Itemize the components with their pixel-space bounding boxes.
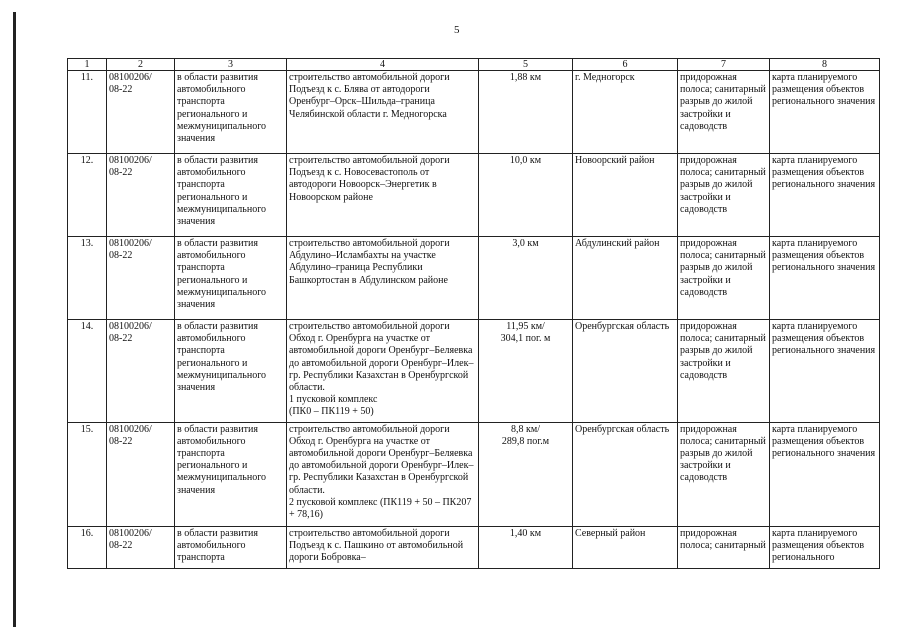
object-area: в области развития автомобильного транспорта (175, 526, 287, 568)
column-number-header-row (68, 59, 880, 71)
page-binding-line (13, 12, 16, 627)
object-location: Северный район (573, 526, 678, 568)
object-zone: придорожная полоса; санитарный разрыв до жилой застройки и садоводств (678, 237, 770, 320)
object-map: карта планируемого размещения объектов регионального значения (770, 320, 880, 423)
object-description: строительство автомобильной дороги Абдулино–Исламбахты на участке Абдулино–граница Республики Башкортостан в Абдулинском районе (287, 237, 479, 320)
object-description: строительство автомобильной дороги Подъезд к с. Пашкино от автомобильной дороги Бобровка– (287, 526, 479, 568)
object-zone: придорожная полоса; санитарный разрыв до жилой застройки и садоводств (678, 422, 770, 526)
planning-objects-table (67, 58, 880, 569)
table-row (68, 154, 880, 237)
object-length: 1,40 км (479, 526, 573, 568)
object-code: 08100206/ 08-22 (107, 422, 175, 526)
object-length: 8,8 км/ 289,8 пог.м (479, 422, 573, 526)
object-location: Оренбургская область (573, 320, 678, 423)
object-map: карта планируемого размещения объектов регионального (770, 526, 880, 568)
object-map: карта планируемого размещения объектов регионального значения (770, 154, 880, 237)
table-row (68, 320, 880, 423)
row-number: 11. (68, 71, 107, 154)
object-location: Оренбургская область (573, 422, 678, 526)
column-header: 7 (678, 59, 770, 71)
object-location: Абдулинский район (573, 237, 678, 320)
table-row (68, 71, 880, 154)
table-row (68, 526, 880, 568)
object-area: в области развития автомобильного транспорта регионального и межмуниципального значения (175, 237, 287, 320)
page-number: 5 (454, 24, 460, 36)
object-code: 08100206/ 08-22 (107, 71, 175, 154)
row-number: 15. (68, 422, 107, 526)
column-header: 5 (479, 59, 573, 71)
object-code: 08100206/ 08-22 (107, 154, 175, 237)
row-number: 14. (68, 320, 107, 423)
object-map: карта планируемого размещения объектов регионального значения (770, 237, 880, 320)
object-location: Новоорский район (573, 154, 678, 237)
object-map: карта планируемого размещения объектов регионального значения (770, 71, 880, 154)
object-code: 08100206/ 08-22 (107, 320, 175, 423)
object-map: карта планируемого размещения объектов регионального значения (770, 422, 880, 526)
row-number: 12. (68, 154, 107, 237)
object-area: в области развития автомобильного транспорта регионального и межмуниципального значения (175, 422, 287, 526)
object-description: строительство автомобильной дороги Подъезд к с. Новосевастополь от автодороги Новоорск–Энергетик в Новоорском районе (287, 154, 479, 237)
object-length: 11,95 км/ 304,1 пог. м (479, 320, 573, 423)
object-length: 1,88 км (479, 71, 573, 154)
column-header: 2 (107, 59, 175, 71)
table-row (68, 237, 880, 320)
column-header: 3 (175, 59, 287, 71)
column-header: 8 (770, 59, 880, 71)
object-code: 08100206/ 08-22 (107, 526, 175, 568)
row-number: 16. (68, 526, 107, 568)
object-area: в области развития автомобильного транспорта регионального и межмуниципального значения (175, 71, 287, 154)
object-zone: придорожная полоса; санитарный разрыв до жилой застройки и садоводств (678, 154, 770, 237)
table-row (68, 422, 880, 526)
column-header: 6 (573, 59, 678, 71)
object-location: г. Медногорск (573, 71, 678, 154)
object-area: в области развития автомобильного транспорта регионального и межмуниципального значения (175, 320, 287, 423)
column-header: 4 (287, 59, 479, 71)
object-description: строительство автомобильной дороги Подъезд к с. Блява от автодороги Оренбург–Орск–Шильда–граница Челябинской области г. Медногорска (287, 71, 479, 154)
object-area: в области развития автомобильного транспорта регионального и межмуниципального значения (175, 154, 287, 237)
object-length: 3,0 км (479, 237, 573, 320)
object-zone: придорожная полоса; санитарный разрыв до жилой застройки и садоводств (678, 71, 770, 154)
object-zone: придорожная полоса; санитарный разрыв до жилой застройки и садоводств (678, 320, 770, 423)
object-description: строительство автомобильной дороги Обход г. Оренбурга на участке от автомобильной дороги Оренбург–Беляевка до автомобильной дороги Оренбург–Илек–гр. Республики Казахстан в Оренбургской области. 2 пусковой комплекс (ПК119 + 50 – ПК207 + 78,16) (287, 422, 479, 526)
column-header: 1 (68, 59, 107, 71)
object-length: 10,0 км (479, 154, 573, 237)
object-code: 08100206/ 08-22 (107, 237, 175, 320)
object-zone: придорожная полоса; санитарный (678, 526, 770, 568)
object-description: строительство автомобильной дороги Обход г. Оренбурга на участке от автомобильной дороги Оренбург–Беляевка до автомобильной дороги Оренбург–Илек–гр. Республики Казахстан в Оренбургской области. 1 пусковой комплекс (ПК0 – ПК119 + 50) (287, 320, 479, 423)
row-number: 13. (68, 237, 107, 320)
